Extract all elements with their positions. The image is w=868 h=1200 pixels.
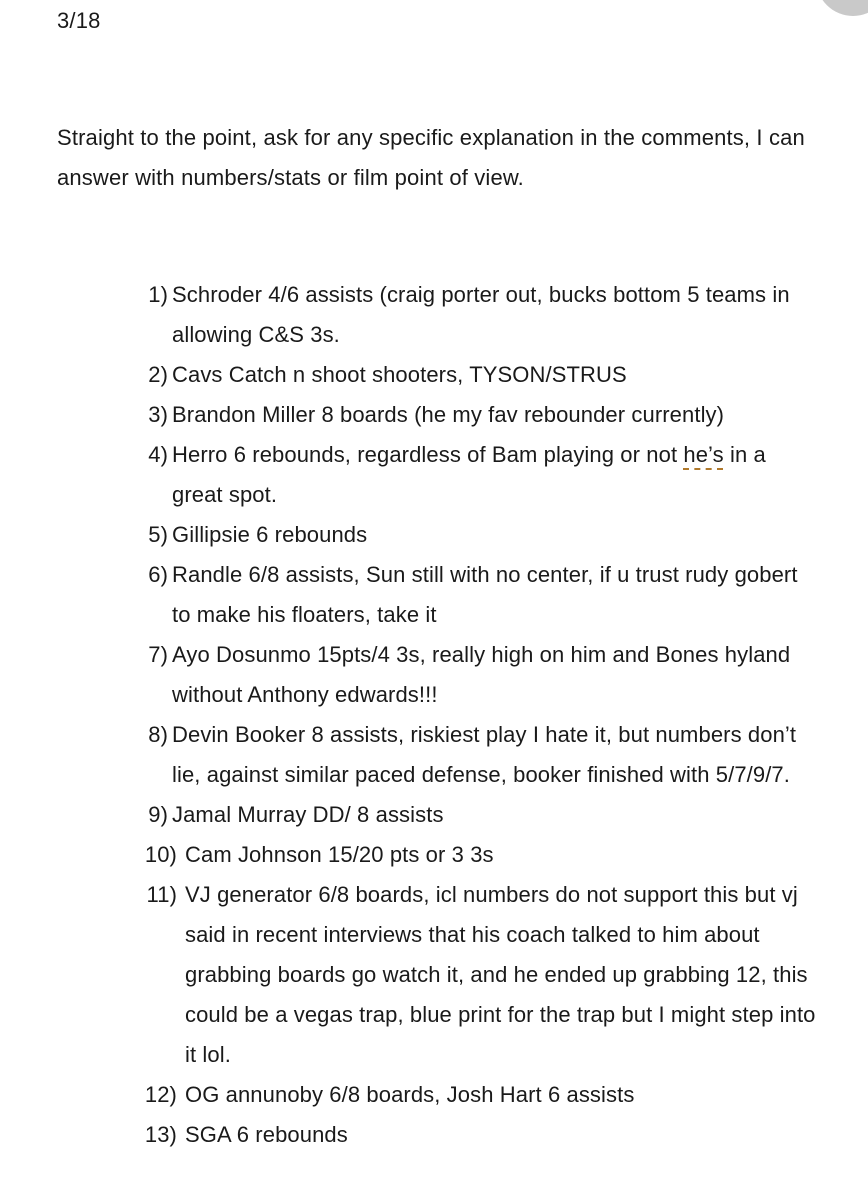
list-item-text: Randle 6/8 assists, Sun still with no center, if u trust rudy gobert to make his floaters, take it — [172, 562, 798, 627]
list-item — [0, 275, 822, 355]
list-item-text: Jamal Murray DD/ 8 assists — [172, 802, 444, 827]
list-item-text: Ayo Dosunmo 15pts/4 3s, really high on him and Bones hyland without Anthony edwards!!! — [172, 642, 791, 707]
list-item-number: 8) — [148, 722, 168, 747]
intro-paragraph: Straight to the point, ask for any specific explanation in the comments, I can answer with numbers/stats or film point of view. — [57, 125, 805, 190]
list-item-text-continued: in a great spot. — [172, 442, 766, 507]
list-item — [0, 835, 825, 875]
list-item — [0, 715, 822, 795]
list-item-text: Brandon Miller 8 boards (he my fav rebounder currently) — [172, 402, 725, 427]
list-item-text: SGA 6 rebounds — [185, 1122, 348, 1147]
list-item-text: Cam Johnson 15/20 pts or 3 3s — [185, 842, 494, 867]
list-item-number: 11) — [146, 882, 177, 907]
list-item-text: OG annunoby 6/8 boards, Josh Hart 6 assists — [185, 1082, 635, 1107]
picks-list — [0, 275, 868, 1155]
list-item-text: Devin Booker 8 assists, riskiest play I hate it, but numbers don’t lie, against similar paced defense, booker finished with 5/7/9/7. — [172, 722, 797, 787]
list-item-number: 13) — [144, 1122, 177, 1147]
list-item-number: 1) — [148, 282, 168, 307]
date-heading: 3/18 — [57, 8, 101, 33]
list-item-number: 2) — [148, 362, 168, 387]
list-item — [0, 435, 822, 515]
list-item — [0, 875, 825, 1075]
list-item — [0, 1115, 825, 1155]
list-item-text: Schroder 4/6 assists (craig porter out, bucks bottom 5 teams in allowing C&S 3s. — [172, 282, 790, 347]
list-item-text: Gillipsie 6 rebounds — [172, 522, 368, 547]
list-item — [0, 1075, 825, 1115]
list-item-text: Cavs Catch n shoot shooters, TYSON/STRUS — [172, 362, 627, 387]
list-item-number: 10) — [144, 842, 177, 867]
list-item-number: 5) — [148, 522, 168, 547]
list-item-number: 6) — [148, 562, 168, 587]
list-item-number: 4) — [148, 442, 168, 467]
list-item-text: VJ generator 6/8 boards, icl numbers do not support this but vj said in recent interviews that his coach talked to him about grabbing boards go watch it, and he ended up grabbing 12, this could be a vegas trap, blue print for the trap but I might step into it lol. — [185, 882, 816, 1067]
list-item — [0, 355, 822, 395]
spellcheck-flagged-word[interactable]: he’s — [683, 442, 724, 467]
list-item — [0, 515, 822, 555]
list-item — [0, 635, 822, 715]
list-item-text: Herro 6 rebounds, regardless of Bam playing or not — [172, 442, 684, 467]
list-item-number: 9) — [148, 802, 168, 827]
list-item — [0, 395, 822, 435]
list-item-number: 12) — [144, 1082, 177, 1107]
list-item — [0, 555, 822, 635]
more-options-button[interactable] — [816, 0, 868, 16]
list-item-number: 3) — [148, 402, 168, 427]
list-item — [0, 795, 822, 835]
list-item-number: 7) — [148, 642, 168, 667]
